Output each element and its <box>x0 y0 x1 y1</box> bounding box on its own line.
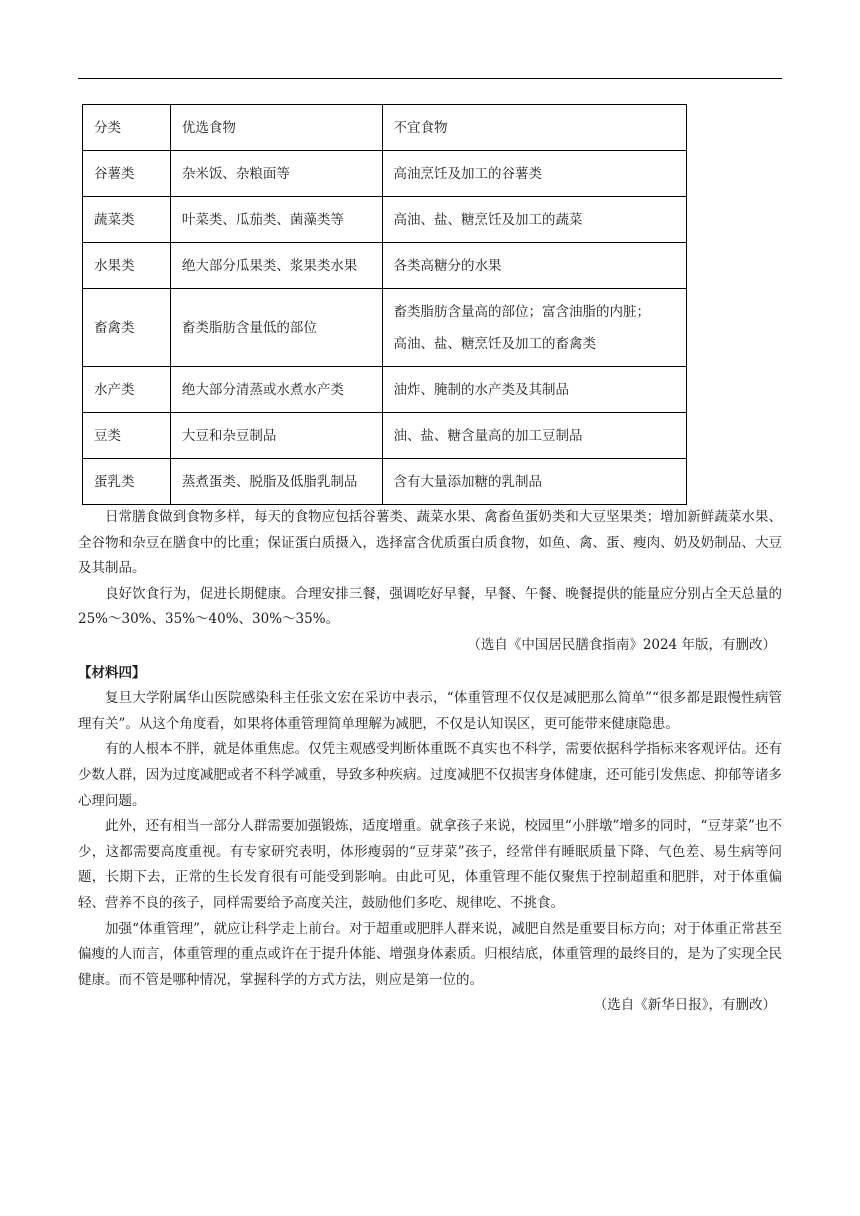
paragraph: 复旦大学附属华山医院感染科主任张文宏在采访中表示，“体重管理不仅仅是减肥那么简单”“很多都是跟慢性病管理有关”。从这个角度看，如果将体重管理简单理解为减肥，不仅是认知误区，更可能带来健康隐患。 <box>78 690 782 732</box>
category-cell: 水果类 <box>83 243 171 289</box>
avoid-cell: 高油烹饪及加工的谷薯类 <box>382 151 686 197</box>
table-row <box>83 459 687 505</box>
category-cell: 蛋乳类 <box>83 459 171 505</box>
header-cell: 分类 <box>83 105 171 151</box>
preferred-cell: 大豆和杂豆制品 <box>170 413 382 459</box>
section-heading: 【材料四】 <box>78 664 146 681</box>
preferred-cell: 杂米饭、杂粮面等 <box>170 151 382 197</box>
article-body <box>78 505 782 1019</box>
paragraph: 有的人根本不胖，就是体重焦虑。仅凭主观感受判断体重既不真实也不科学，需要依据科学指标来客观评估。还有少数人群，因为过度减肥或者不科学减重，导致多种疾病。过度减肥不仅损害身体健康，还可能引发焦虑、抑郁等诸多心理问题。 <box>78 741 782 809</box>
avoid-line: 高油、盐、糖烹饪及加工的畜禽类 <box>393 335 597 352</box>
category-cell: 谷薯类 <box>83 151 171 197</box>
table-row <box>83 243 687 289</box>
paragraph: 加强“体重管理”，就应让科学走上前台。对于超重或肥胖人群来说，减肥自然是重要目标方向；对于体重正常甚至偏瘦的人而言，体重管理的重点或许在于提升体能、增强身体素质。归根结底，体重管理的最终目的，是为了实现全民健康。而不管是哪种情况，掌握科学的方式方法，则应是第一位的。 <box>78 920 782 988</box>
avoid-cell: 高油、盐、糖烹饪及加工的蔬菜 <box>382 197 686 243</box>
header-cell: 不宜食物 <box>382 105 686 151</box>
table-row <box>83 413 687 459</box>
header-rule <box>78 78 782 79</box>
preferred-cell: 畜类脂肪含量低的部位 <box>170 289 382 367</box>
source-citation: （选自《新华日报》，有删改） <box>593 997 776 1014</box>
table-row <box>83 151 687 197</box>
preferred-cell: 绝大部分瓜果类、浆果类水果 <box>170 243 382 289</box>
category-cell: 蔬菜类 <box>83 197 171 243</box>
table-header-row <box>83 105 687 151</box>
paragraph: 日常膳食做到食物多样，每天的食物应包括谷薯类、蔬菜水果、禽畜鱼蛋奶类和大豆坚果类；增加新鲜蔬菜水果、全谷物和杂豆在膳食中的比重；保证蛋白质摄入，选择富含优质蛋白质食物，如鱼、禽、蛋、瘦肉、奶及奶制品、大豆及其制品。 <box>78 509 782 577</box>
paragraph: 此外，还有相当一部分人群需要加强锻炼，适度增重。就拿孩子来说，校园里“小胖墩”增多的同时，“豆芽菜”也不少，这都需要高度重视。有专家研究表明，体形瘦弱的“豆芽菜”孩子，经常伴有睡眠质量下降、气色差、易生病等问题，长期下去，正常的生长发育很有可能受到影响。由此可见，体重管理不能仅聚焦于控制超重和肥胖，对于体重偏轻、营养不良的孩子，同样需要给予高度关注，鼓励他们多吃、规律吃、不挑食。 <box>78 818 782 911</box>
preferred-cell: 叶菜类、瓜茄类、菌藻类等 <box>170 197 382 243</box>
avoid-cell: 各类高糖分的水果 <box>382 243 686 289</box>
avoid-cell: 油炸、腌制的水产类及其制品 <box>382 367 686 413</box>
table-row <box>83 367 687 413</box>
food-table <box>82 104 687 505</box>
category-cell: 畜禽类 <box>83 289 171 367</box>
preferred-cell: 绝大部分清蒸或水煮水产类 <box>170 367 382 413</box>
table-row <box>83 289 687 367</box>
avoid-cell: 油、盐、糖含量高的加工豆制品 <box>382 413 686 459</box>
avoid-cell: 含有大量添加糖的乳制品 <box>382 459 686 505</box>
avoid-line: 畜类脂肪含量高的部位；富含油脂的内脏； <box>393 303 651 320</box>
category-cell: 豆类 <box>83 413 171 459</box>
category-cell: 水产类 <box>83 367 171 413</box>
paragraph: 良好饮食行为，促进长期健康。合理安排三餐，强调吃好早餐，早餐、午餐、晚餐提供的能量应分别占全天总量的 25%～30%、35%～40%、30%～35%。 <box>78 585 782 628</box>
source-citation: （选自《中国居民膳食指南》2024 年版，有删改） <box>467 636 776 653</box>
avoid-cell <box>382 289 686 367</box>
header-cell: 优选食物 <box>170 105 382 151</box>
preferred-cell: 蒸煮蛋类、脱脂及低脂乳制品 <box>170 459 382 505</box>
table-row <box>83 197 687 243</box>
